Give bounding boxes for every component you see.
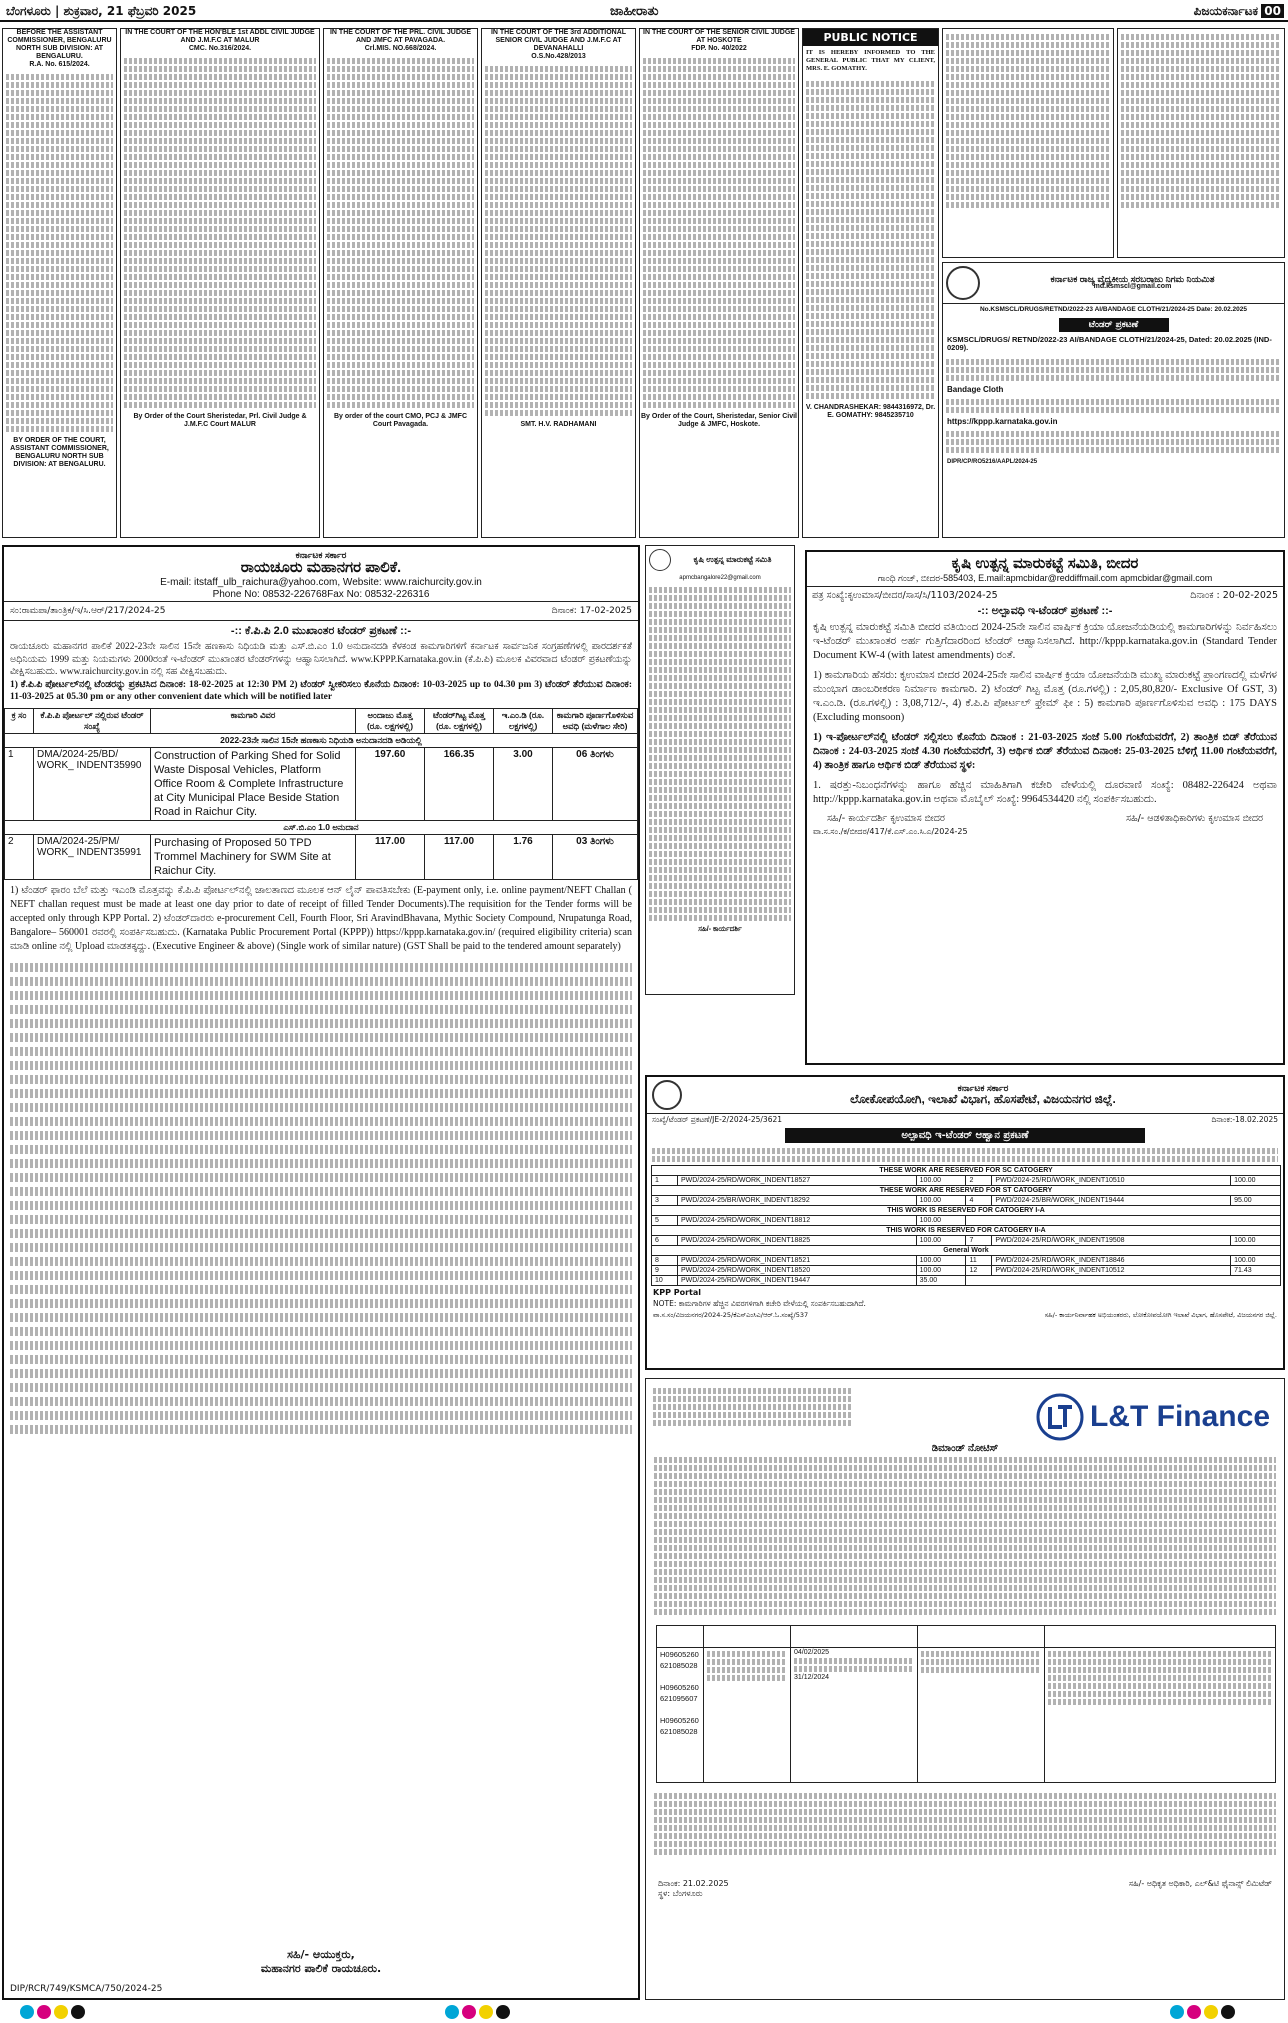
reg-yellow-icon: [479, 2005, 493, 2019]
table-row: 3 PWD/2024-25/BR/WORK_INDENT18292 100.00 4 PWD/2024-25/BR/WORK_INDENT19444 95.00: [652, 1196, 1281, 1206]
raichur-intro: ರಾಯಚೂರು ಮಹಾನಗರ ಪಾಲಿಕೆ 2022-23ನೇ ಸಾಲಿನ 15ನೇ ಹಣಕಾಸು ನಿಧಿಯಡಿ ಮತ್ತು ಎಸ್.ಬಿ.ಎಂ 1.0 ಅನುದಾನದಡಿ ಕೆಳಕಂಡ ಕಾಮಗಾರಿಗಳಿಗೆ ಕರ್ನಾಟಕ ಸಾರ್ವಜನಿಕ ಸಂಗ್ರಹಣೆಗಳಲ್ಲಿ ಪಾರದರ್ಶಕತೆ ಅಧಿನಿಯಮ 1999 ಮತ್ತು ನಿಯಮಗಳು 2000ರಂತೆ ಇ-ಟೆಂಡರ್ ಮುಖಾಂತರ ಟೆಂಡರ್‌ಗಳನ್ನು ಆಹ್ವಾನಿಸಲಾಗಿದೆ. www.KPPP.Karnataka.gov.in (ಕೆ.ಪಿ.ಪಿ) ಮೂಲಕ ವಿವರವಾದ ಟೆಂಡರ್ ಪ್ರಕಟಣೆಯನ್ನು ವೀಕ್ಷಿಸಬಹುದು. www.raichurcity.gov.in ನಲ್ಲಿ ಸಹ ವೀಕ್ಷಿಸಬಹುದು.: [10, 642, 632, 677]
lnt-place: ಸ್ಥಳ: ಬೆಂಗಳೂರು: [658, 1889, 703, 1898]
table-row: 2 DMA/2024-25/PM/ WORK_ INDENT35991 Purchasing of Proposed 50 TPD Trommel Machinery for SWM Site at Raichur City. 117.00 117.00 1.76 03 ತಿಂಗಳು: [5, 834, 638, 879]
notice-title: BEFORE THE ASSISTANT COMMISSIONER, BENGALURU NORTH SUB DIVISION: AT BENGALURU.: [7, 29, 112, 60]
legal-notice-pavagada: [323, 28, 478, 538]
pwd-notice-title: ಅಲ್ಪಾವಧಿ ಇ-ಟೆಂಡರ್ ಆಹ್ವಾನ ಪ್ರಕಟಣೆ: [785, 1128, 1145, 1143]
ksmscl-ref-code: DIPR/CP/RO5216/AAPL/2024-25: [947, 459, 1038, 465]
table-header-row: [5, 708, 638, 733]
notice-body: [640, 53, 798, 413]
bidar-body: ಕೃಷಿ ಉತ್ಪನ್ನ ಮಾರುಕಟ್ಟೆ ಸಮಿತಿ ಬೀದರ ವತಿಯಿಂದ 2024-25ನೇ ಸಾಲಿನ ವಾರ್ಷಿಕ ಕ್ರಿಯಾ ಯೋಜನೆಯಡಿಯಲ್ಲಿ ಕಾಮಗಾರಿಗಳನ್ನು ನಿರ್ವಹಿಸಲು ಇ-ಟೆಂಡರ್ ಮುಖಾಂತರ ಅರ್ಹ ಗುತ್ತಿಗೆದಾರರಿಂದ ಟೆಂಡರ್ ಆಹ್ವಾನಿಸಲಾಗಿದೆ. http://kppp.karnataka.gov.in (Standard Tender Document KW-4 (with latest amendments) ರಂತೆ.: [813, 622, 1277, 661]
pwd-date: ದಿನಾಂಕ:-18.02.2025: [1211, 1115, 1278, 1124]
bidar-tender-notice: [805, 550, 1285, 1065]
raichur-notice-title: -:: ಕೆ.ಪಿ.ಪಿ 2.0 ಮುಖಾಂತರ ಟೆಂಡರ್ ಪ್ರಕಟಣೆ ::-: [230, 625, 412, 637]
lnt-logo-icon: [1036, 1393, 1084, 1441]
ksmscl-notice: [942, 262, 1285, 538]
notice-footer: V. CHANDRASHEKAR: 9844316972, Dr. E. GOMATHY: 9845235710: [805, 404, 936, 419]
karnataka-emblem-icon: [652, 1080, 682, 1110]
legal-notice-ac-bengaluru: [2, 28, 117, 538]
notice-title: IN THE COURT OF THE HON'BLE 1st ADDL CIVIL JUDGE AND J.M.F.C AT MALUR: [125, 29, 315, 44]
notice-footer: BY ORDER OF THE COURT, ASSISTANT COMMISSIONER, BENGALURU NORTH SUB DIVISION: AT BENGALURU.: [10, 437, 109, 468]
notice-body: [3, 69, 116, 437]
raichur-gov: ಕರ್ನಾಟಕ ಸರ್ಕಾರ: [295, 550, 347, 560]
reg-cyan-icon: [445, 2005, 459, 2019]
col-sl: ಕ್ರ ಸಂ: [5, 708, 34, 733]
notice-case-no: R.A. No. 615/2024.: [29, 61, 90, 68]
reg-magenta-icon: [37, 2005, 51, 2019]
reg-magenta-icon: [462, 2005, 476, 2019]
lnt-npa-date: 31/12/2024: [794, 1674, 830, 1681]
public-notice-intro: IT IS HEREBY INFORMED TO THE GENERAL PUBLIC THAT MY CLIENT, MRS. E. GOMATHY.: [806, 49, 935, 72]
notice-case-no: Crl.MIS. NO.668/2024.: [364, 45, 437, 52]
table-row: [657, 1648, 1276, 1783]
bidar-ref-code: ವಾ.ಸ.ಸಂ./ಕ/ಬೀದರ/417/ಕೆ.ಎಸ್.ಎಂ.ಸಿ.ಎ/2024-25: [813, 827, 968, 836]
registration-marks-left: [20, 2004, 88, 2023]
pwd-cat1-label: THIS WORK IS RESERVED FOR CATOGERY I-A: [652, 1206, 1281, 1216]
pwd-general-label: General Work: [652, 1246, 1281, 1256]
pwd-sign: ಸಹಿ/- ಕಾರ್ಯನಿರ್ವಾಹಕ ಅಭಿಯಂತರರು, ಲೋಕೋಪಯೋಗಿ ಇಲಾಖೆ ವಿಭಾಗ, ಹೊಸಪೇಟೆ, ವಿಜಯನಗರ ಜಿಲ್ಲೆ.: [1044, 1311, 1277, 1319]
apmc-small-notice: [645, 545, 795, 995]
table-section-label: ಎಸ್.ಬಿ.ಎಂ 1.0 ಅನುದಾನ: [5, 820, 638, 834]
small-notice-b: [1117, 28, 1285, 258]
reg-magenta-icon: [1187, 2005, 1201, 2019]
notice-body: [482, 61, 635, 421]
notice-case-no: FDP. No. 40/2022: [691, 45, 747, 52]
notice-title: IN THE COURT OF THE 3rd ADDITIONAL SENIOR CIVIL JUDGE AND J.M.F.C AT DEVANAHALLI: [490, 29, 627, 52]
col-put-to-tender: ಟೆಂಡರ್‌ಗಿಟ್ಟ ಮೊತ್ತ (ರೂ. ಲಕ್ಷಗಳಲ್ಲಿ): [425, 708, 494, 733]
header-brand: ಪಿಜಯಕರ್ನಾಟಕ: [1193, 4, 1258, 18]
legal-notice-devanahalli: [481, 28, 636, 538]
notice-title: IN THE COURT OF THE SENIOR CIVIL JUDGE AT HOSKOTE: [643, 29, 795, 44]
ksmscl-email: md.ksmscl@gmail.com: [1093, 283, 1172, 290]
lnt-logo: [1036, 1393, 1270, 1441]
karnataka-emblem-icon: [946, 266, 980, 300]
registration-marks-right: [1170, 2004, 1238, 2023]
header-section: ಜಾಹೀರಾತು: [610, 4, 659, 19]
lnt-sign: ಸಹಿ/- ಅಧಿಕೃತ ಅಧಿಕಾರಿ, ಎಲ್&ಟಿ ಫೈನಾನ್ಸ್ ಲಿಮಿಟೆಡ್: [1128, 1879, 1272, 1888]
raichur-phone: Phone No: 08532-226768Fax No: 08532-226316: [212, 589, 430, 600]
lnt-loan-table: [656, 1625, 1276, 1783]
notice-footer: By order of the court CMO, PCJ & JMFC Court Pavagada.: [333, 413, 467, 428]
pwd-title: ಲೋಕೋಪಯೋಗಿ, ಇಲಾಖೆ ವಿಭಾಗ, ಹೊಸಪೇಟೆ, ವಿಜಯನಗರ ಜಿಲ್ಲೆ.: [850, 1092, 1116, 1106]
registration-marks-center: [445, 2004, 513, 2023]
apmc-small-title: ಕೃಷಿ ಉತ್ಪನ್ನ ಮಾರುಕಟ್ಟೆ ಸಮಿತಿ: [693, 555, 772, 564]
notice-body: [803, 76, 938, 404]
emblem-icon: [649, 549, 671, 571]
bidar-item-1: 1) ಕಾಮಗಾರಿಯ ಹೆಸರು: ಕೃಉಮಾಸ ಬೀದರ 2024-25ನೇ ಸಾಲಿನ ವಾರ್ಷಿಕ ಕ್ರಿಯಾ ಯೋಜನೆಯಡಿ ಮುಖ್ಯ ಮಾರುಕಟ್ಟೆ ಪ್ರಾಂಗಣದಲ್ಲಿ ಮಳೆಗಳ ಮುಂಭಾಗ ಡಾಂಬರೀಕರಣ ನಿರ್ಮಾಣ ಕಾಮಗಾರಿ. 2) ಟೆಂಡರ್ ಗಿಟ್ಟ ಮೊತ್ತ (ರೂ.ಗಳಲ್ಲಿ) : 2,05,80,820/- Exclusive Of GST, 3) ಇ.ಎಂ.ಡಿ. (ರೂ.ಗಳಲ್ಲಿ) : 3,08,712/-, 4) ಕೆ.ಪಿ.ಪಿ ಪೋರ್ಟಲ್ ಫ್ರೇಮ್ ಫೀ : 5) ಕಾಮಗಾರಿ ಪೂರ್ಣಗೊಳಿಸುವ ಅವಧಿ : 175 DAYS (Excluding monsoon): [813, 670, 1277, 723]
bidar-sign-right: ಸಹಿ/- ಆಡಳಿತಾಧಿಕಾರಿಗಳು ಕೃಉಮಾಸ ಬೀದರ: [1126, 813, 1263, 824]
pwd-cat2-label: THIS WORK IS RESERVED FOR CATOGERY II-A: [652, 1226, 1281, 1236]
notice-title: IN THE COURT OF THE PRL. CIVIL JUDGE AND JMFC AT PAVAGADA.: [329, 29, 472, 44]
raichur-contact: E-mail: itstaff_ulb_raichura@yahoo.com, Website: www.raichurcity.gov.in: [160, 577, 482, 588]
reg-black-icon: [71, 2005, 85, 2019]
pwd-tender-table: [651, 1165, 1281, 1286]
legal-notice-malur: [120, 28, 320, 538]
table-row: 5 PWD/2024-25/RD/WORK_INDENT18812 100.00: [652, 1216, 1281, 1226]
public-notice-title: PUBLIC NOTICE: [803, 29, 938, 46]
ksmscl-ref: No.KSMSCL/DRUGS/RETND/2022-23 AI/BANDAGE CLOTH/21/2024-25 Date: 20.02.2025: [943, 303, 1284, 316]
raichur-tender-table: [4, 708, 638, 880]
apmc-small-email: apmcbangalore22@gmail.com: [679, 575, 761, 581]
legal-notice-hoskote: [639, 28, 799, 538]
ksmscl-title: ಕರ್ನಾಟಕ ರಾಜ್ಯ ವೈದ್ಯಕೀಯ ಸರಬರಾಜು ನಿಗಮ ನಿಯಮಿತ: [1050, 274, 1215, 284]
page-header: [0, 0, 1288, 22]
col-work: ಕಾಮಗಾರಿ ವಿವರ: [151, 708, 356, 733]
reg-cyan-icon: [1170, 2005, 1184, 2019]
notice-footer: By Order of the Court Sheristedar, Prl. Civil Judge & J.M.F.C Court MALUR: [133, 413, 307, 428]
apmc-small-sign: ಸಹಿ/- ಕಾರ್ಯದರ್ಶಿ: [698, 926, 742, 933]
table-row: 1 DMA/2024-25/BD/ WORK_ INDENT35990 Construction of Parking Shed for Solid Waste Disposal Vehicles, Platform Office Room & Complete Infrastructure at City Municipal Place Beside Station Road in Raichur City. 197.60 166.35 3.00 06 ತಿಂಗಳು: [5, 747, 638, 820]
table-row: 8 PWD/2024-25/RD/WORK_INDENT18521 100.00 11 PWD/2024-25/RD/WORK_INDENT18846 100.00: [652, 1256, 1281, 1266]
small-notice-a: [942, 28, 1114, 258]
lnt-date: ದಿನಾಂಕ: 21.02.2025: [658, 1879, 729, 1888]
notice-body: [121, 53, 319, 413]
bidar-date: ದಿನಾಂಕ : 20-02-2025: [1190, 590, 1278, 601]
lnt-notice-date: 04/02/2025: [794, 1649, 830, 1656]
table-row: 10 PWD/2024-25/RD/WORK_INDENT19447 35.00: [652, 1276, 1281, 1286]
col-tender-no: ಕೆ.ಪಿ.ಪಿ ಪೋರ್ಟಲ್ ನಲ್ಲಿರುವ ಟೆಂಡರ್ ಸಂಖ್ಯೆ: [34, 708, 151, 733]
pwd-ref: ಸಂಖ್ಯೆ/ಟೆಂಡರ್ ಪ್ರಕಟಣೆ/JE-2/2024-25/3621: [652, 1115, 783, 1124]
page-number: 00: [1261, 4, 1284, 18]
public-notice: [802, 28, 939, 538]
col-emd: ಇ.ಎಂ.ಡಿ (ರೂ. ಲಕ್ಷಗಳಲ್ಲಿ): [494, 708, 553, 733]
header-date: ಬೆಂಗಳೂರು | ಶುಕ್ರವಾರ, 21 ಫೆಬ್ರವರಿ 2025: [6, 4, 197, 18]
notice-footer: SMT. H.V. RADHAMANI: [520, 421, 597, 428]
lnt-loan-id: H09605260 621085028: [660, 1716, 699, 1736]
raichur-body-filler: [4, 963, 638, 1434]
pwd-gov: ಕರ್ನಾಟಕ ಸರ್ಕಾರ: [957, 1083, 1009, 1093]
raichur-date: ದಿನಾಂಕ: 17-02-2025: [551, 606, 632, 616]
lnt-loan-id: H09605260 621095607: [660, 1683, 699, 1703]
table-row: 9 PWD/2024-25/RD/WORK_INDENT18520 100.00 12 PWD/2024-25/RD/WORK_INDENT10512 71.43: [652, 1266, 1281, 1276]
pwd-sc-label: THESE WORK ARE RESERVED FOR SC CATOGERY: [652, 1166, 1281, 1176]
col-period: ಕಾಮಗಾರಿ ಪೂರ್ಣಗೊಳಿಸುವ ಅವಧಿ (ಮಳೆಗಾಲ ಸೇರಿ): [553, 708, 638, 733]
ksmscl-url: https://kppp.karnataka.gov.in: [947, 417, 1058, 426]
table-section-label: 2022-23ನೇ ಸಾಲಿನ 15ನೇ ಹಣಕಾಸು ನಿಧಿಯಡಿ ಅನುದಾನದಡಿ ಅಡಿಯಲ್ಲಿ: [5, 733, 638, 747]
reg-yellow-icon: [54, 2005, 68, 2019]
bidar-ref: ಪತ್ರ ಸಂಖ್ಯೆ:ಕೃಉಮಾಸ/ಬೀದರ/ಸಾಸ/ಸಿ/1103/2024-25: [812, 590, 998, 601]
col-estimate: ಅಂದಾಜು ಮೊತ್ತ (ರೂ. ಲಕ್ಷಗಳಲ್ಲಿ): [356, 708, 425, 733]
notice-case-no: O.S.No.428/2013: [531, 53, 586, 60]
pwd-ref-code: ವಾ.ಸ.ಸಂ/ವಿಜಯನಗರ/2024-25/ಕೆಎಸ್‌ಎಂಸಿಎ/ಆರ್.ಓ.ಸಂಖ್ಯೆ/537: [653, 1311, 809, 1319]
pwd-portal: KPP Portal: [653, 1288, 701, 1297]
reg-black-icon: [496, 2005, 510, 2019]
notice-case-no: CMC. No.316/2024.: [188, 45, 252, 52]
raichur-ref-code: DIP/RCR/749/KSMCA/750/2024-25: [10, 1984, 163, 1994]
raichur-title: ರಾಯಚೂರು ಮಹಾನಗರ ಪಾಲಿಕೆ.: [240, 559, 402, 576]
raichur-conditions: 1) ಟೆಂಡರ್ ಫಾರಂ ಬೆಲೆ ಮತ್ತು ಇಎಂಡಿ ಮೊತ್ತವನ್ನು ಕೆ.ಪಿ.ಪಿ ಪೋರ್ಟಲ್‌ನಲ್ಲಿ ಜಾಲತಾಣದ ಮೂಲಕ ಆನ್ ಲೈನ್ ಪಾವತಿಸಬೇಕು (E-payment only, i.e. online payment/NEFT Challan ( NEFT challan request must be made at least one day prior to date of receipt of filled Tender Documents).The requisition for the Tender forms will be accepted only through KPP Portal. 2) ಟೆಂಡರ್‌ದಾರರು e-procurement Cell, Fourth Floor, Sri AravindBhavana, Mythic Society Compound, Nrupatunga Road, Bangalore– 560001 ರವರಲ್ಲಿ ಸಂಪರ್ಕಿಸಬಹುದು. (Karnataka Public Procurement Portal (KPPP)) https://kppp.karnataka.gov.in/ (required eligibility criteria) scan ಮಾಡಿ online ನಲ್ಲಿ Upload ಮಾಡತಕ್ಕದ್ದು. (Executive Engineer & above) (Single work of similar nature) (GST Shall be paid to the tendered amount separately): [10, 884, 632, 952]
raichur-dates: 1) ಕೆ.ಪಿ.ಪಿ ಪೋರ್ಟಲ್‌ನಲ್ಲಿ ಟೆಂಡರನ್ನು ಪ್ರಕಟಿಸಿದ ದಿನಾಂಕ: 18-02-2025 at 12:30 PM 2) ಟೆಂಡರ್ ಸ್ವೀಕರಿಸಲು ಕೊನೆಯ ದಿನಾಂಕ: 10-03-2025 up to 04.30 pm 3) ಟೆಂಡರ್ ತೆರೆಯುವ ದಿನಾಂಕ: 11-03-2025 at 05.30 pm or any other convenient date which will be notified later: [10, 679, 632, 702]
raichur-sign-2: ಮಹಾನಗರ ಪಾಲಿಕೆ ರಾಯಚೂರು.: [260, 1962, 382, 1975]
ksmscl-item: Bandage Cloth: [947, 385, 1004, 394]
pwd-st-label: THESE WORK ARE RESERVED FOR ST CATOGERY: [652, 1186, 1281, 1196]
bidar-item-2: 1) ಇ-ಪೋರ್ಟಲ್‌ನಲ್ಲಿ ಟೆಂಡರ್ ಸಲ್ಲಿಸಲು ಕೊನೆಯ ದಿನಾಂಕ : 21-03-2025 ಸಂಜೆ 5.00 ಗಂಟೆಯವರೆಗೆ, 2) ತಾಂತ್ರಿಕ ಬಿಡ್ ತೆರೆಯುವ ದಿನಾಂಕ : 24-03-2025 ಸಂಜೆ 4.30 ಗಂಟೆಯವರೆಗೆ, 3) ಆರ್ಥಿಕ ಬಿಡ್ ತೆರೆಯುವ ದಿನಾಂಕ: 25-03-2025 ಬೆಳಿಗ್ಗೆ 11.00 ಗಂಟೆಯವರೆಗೆ, 4) ತಾಂತ್ರಿಕ ಹಾಗೂ ಆರ್ಥಿಕ ಬಿಡ್ ತೆರೆಯುವ ಸ್ಥಳ:: [813, 732, 1277, 771]
bidar-address: ಗಾಂಧಿ ಗಂಜ್, ಬೀದರ-585403, E.mail:apmcbidar@reddiffmail.com apmcbidar@gmail.com: [807, 573, 1283, 587]
bidar-notice-title: -:: ಅಲ್ಪಾವಧಿ ಇ-ಟೆಂಡರ್ ಪ್ರಕಟಣೆ ::-: [977, 605, 1113, 617]
reg-black-icon: [1221, 2005, 1235, 2019]
reg-yellow-icon: [1204, 2005, 1218, 2019]
lnt-notice-title: ಡಿಮಾಂಡ್ ನೋಟಿಸ್: [931, 1443, 999, 1454]
pwd-note: NOTE: ಕಾಮಗಾರಿಗಳ ಹೆಚ್ಚಿನ ವಿವರಗಳಿಗಾಗಿ ಕಚೇರಿ ವೇಳೆಯಲ್ಲಿ ಸಂಪರ್ಕಿಸಬಹುದಾಗಿದೆ.: [653, 1299, 866, 1308]
raichur-sign-1: ಸಹಿ/- ಆಯುಕ್ತರು,: [287, 1948, 355, 1961]
table-row: 6 PWD/2024-25/RD/WORK_INDENT18825 100.00 7 PWD/2024-25/RD/WORK_INDENT19508 100.00: [652, 1236, 1281, 1246]
table-row: 1 PWD/2024-25/RD/WORK_INDENT18527 100.00 2 PWD/2024-25/RD/WORK_INDENT10510 100.00: [652, 1176, 1281, 1186]
lnt-loan-id: H09605260 621085028: [660, 1650, 699, 1670]
ksmscl-tender-title: ಟೆಂಡರ್ ಪ್ರಕಟಣೆ: [1059, 318, 1169, 332]
lnt-finance-demand-notice: [645, 1378, 1285, 2000]
notice-footer: By Order of the Court, Sheristedar, Senior Civil Judge & JMFC, Hoskote.: [641, 413, 797, 428]
bidar-sign-left: ಸಹಿ/- ಕಾರ್ಯದರ್ಶಿ ಕೃಉಮಾಸ ಬೀದರ: [827, 813, 945, 824]
lnt-logo-text: L&T Finance: [1089, 1400, 1270, 1433]
bidar-item-3: 1. ಷರತ್ತು-ನಿಬಂಧನೆಗಳನ್ನು ಹಾಗೂ ಹೆಚ್ಚಿನ ಮಾಹಿತಿಗಾಗಿ ಕಚೇರಿ ವೇಳೆಯಲ್ಲಿ ದೂರವಾಣಿ ಸಂಖ್ಯೆ: 08482-226424 ಅಥವಾ http://kppp.karnataka.gov.in ಅಥವಾ ಮೊಬೈಲ್ ಸಂಖ್ಯೆ: 9964534420 ನಲ್ಲಿ ಸಂಪರ್ಕಿಸಬಹುದು.: [813, 780, 1277, 805]
reg-cyan-icon: [20, 2005, 34, 2019]
raichur-ref-no: ಸಂ:ರಾಮಪಾ/ತಾಂತ್ರಿಕ/ಇ/ಸಿ.ಆರ್/217/2024-25: [10, 606, 166, 616]
pwd-hosapete-notice: [645, 1075, 1285, 1370]
ksmscl-tender-no: KSMSCL/DRUGS/ RETND/2022-23 AI/BANDAGE CLOTH/21/2024-25, Dated: 20.02.2025 (IND-0209).: [947, 335, 1272, 352]
raichur-tender-notice: [2, 545, 640, 2000]
bidar-title: ಕೃಷಿ ಉತ್ಪನ್ನ ಮಾರುಕಟ್ಟೆ ಸಮಿತಿ, ಬೀದರ: [951, 555, 1139, 572]
notice-body: [324, 53, 477, 413]
